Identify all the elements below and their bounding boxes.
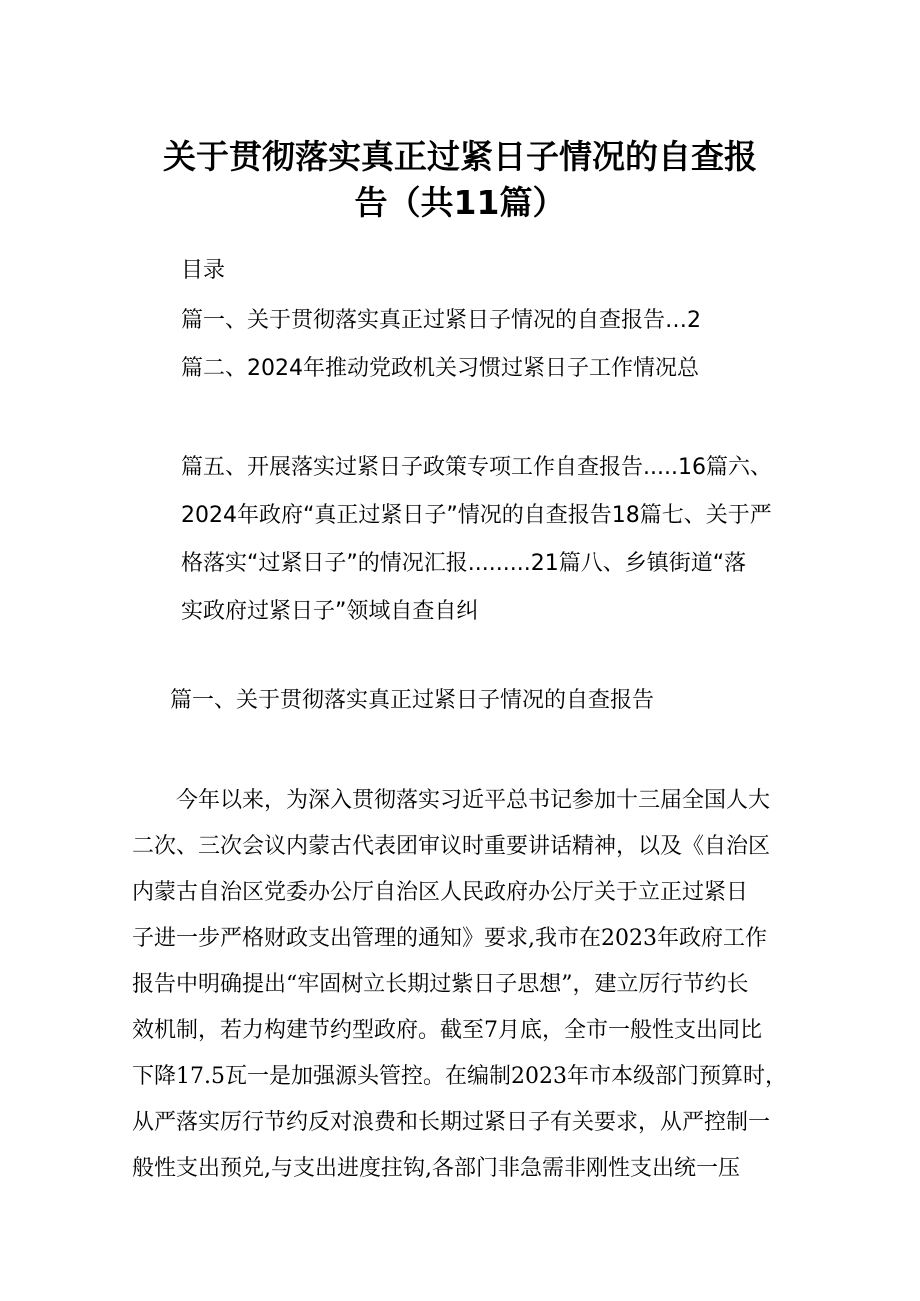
section-heading: 篇一、关于贯彻落实真正过紧日子情况的自查报告 <box>170 688 655 713</box>
toc-block-line[interactable]: 2024年政府“真正过紧日子”情况的自查报告18篇七、关于严 <box>181 503 772 528</box>
body-text-line: 般性支出预兑,与支出进度拄钩,各部门非急需非刚性支出统一压 <box>132 1156 740 1181</box>
body-text-line: 今年以来，为深入贯彻落实习近平总书记参加十三届全国人大 <box>176 788 771 813</box>
toc-block-line[interactable]: 格落实“过紧日子”的情况汇报.........21篇八、乡镇街道“落 <box>181 551 747 576</box>
body-text-line: 下降17.5瓦一是加强源头管控。在编制2023年市本级部门预算时， <box>132 1064 787 1089</box>
body-text-line: 内蒙古自治区党委办公厅自治区人民政府办公厅关于立正过紧日 <box>132 880 749 905</box>
document-title-line-2: 告（共11篇） <box>354 183 566 222</box>
toc-item-2[interactable]: 篇二、2024年推动党政机关习惯过紧日子工作情况总 <box>181 356 699 381</box>
toc-item-1[interactable]: 篇一、关于贯彻落实真正过紧日子情况的自查报告…2 <box>181 308 701 333</box>
body-text-line: 报告中明确提出“牢固树立长期过紫日子思想”，建立厉行节约长 <box>132 972 749 997</box>
document-title-line-1: 关于贯彻落实真正过紧日子情况的自查报 <box>163 137 757 176</box>
body-text-line: 子进一步严格财政支出管理的通知》要求,我市在2023年政府工作 <box>132 926 767 951</box>
body-text-line: 二次、三次会议内蒙古代表团审议时重要讲话精神，以及《自治区 <box>132 834 771 859</box>
body-text-line: 效机制，若力构建节约型政府。截至7月底，全市一般性支出同比 <box>132 1018 762 1043</box>
toc-heading: 目录 <box>181 258 226 283</box>
toc-block-line[interactable]: 实政府过紧日子”领域自查自纠 <box>181 599 479 624</box>
toc-block-line[interactable]: 篇五、开展落实过紧日子政策专项工作自查报告.....16篇六、 <box>181 455 772 480</box>
body-text-line: 从严落实厉行节约反对浪费和长期过紧日子有关要求，从严控制一 <box>132 1110 771 1135</box>
